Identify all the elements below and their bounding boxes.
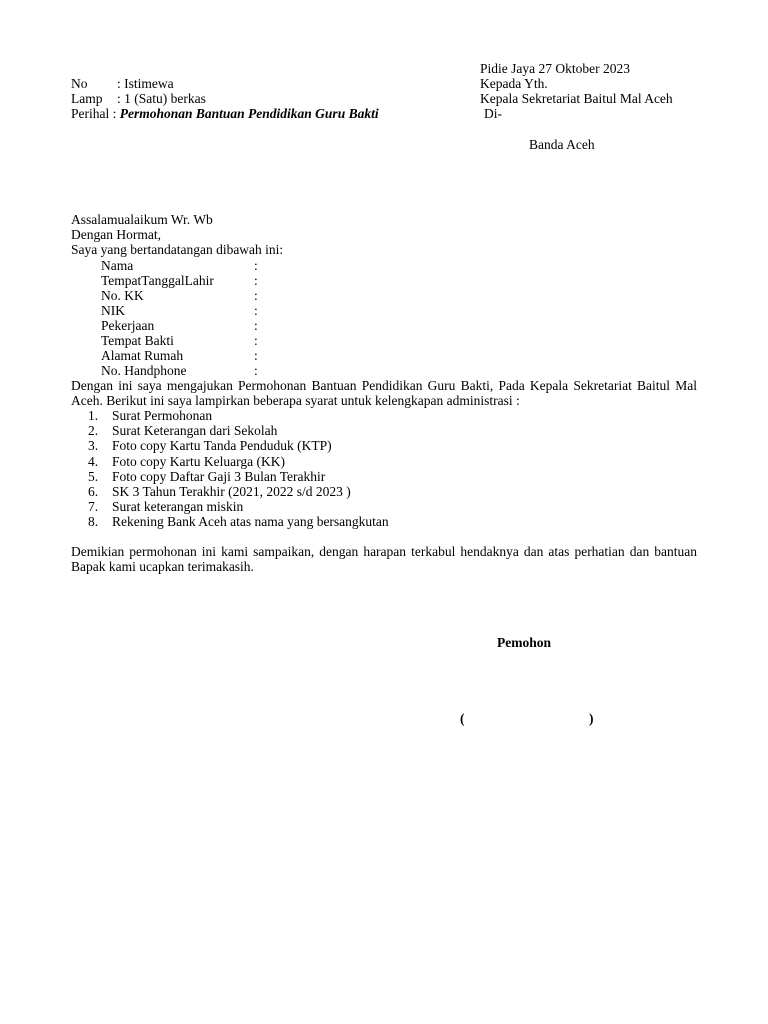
field-separator: :	[254, 318, 258, 333]
field-row	[101, 348, 258, 363]
header-lamp-label: Lamp	[71, 91, 103, 106]
field-label: NIK	[101, 303, 125, 318]
field-label: No. Handphone	[101, 363, 187, 378]
list-item-text: Surat Permohonan	[112, 408, 213, 423]
list-item-number: 7.	[88, 499, 99, 514]
field-separator: :	[254, 333, 258, 348]
list-item-number: 4.	[88, 454, 99, 469]
field-label: TempatTanggalLahir	[101, 273, 214, 288]
field-separator: :	[254, 258, 258, 273]
list-item-text: Surat Keterangan dari Sekolah	[112, 423, 278, 438]
list-item	[88, 423, 277, 438]
list-item	[88, 514, 389, 529]
header-lamp	[71, 91, 206, 106]
field-label: Alamat Rumah	[101, 348, 184, 363]
field-label: No. KK	[101, 288, 144, 303]
recipient-line-3: Di-	[484, 106, 502, 121]
list-item	[88, 484, 351, 499]
field-separator: :	[254, 303, 258, 318]
list-item-text: Rekening Bank Aceh atas nama yang bersangkutan	[112, 514, 389, 529]
field-label: Nama	[101, 258, 134, 273]
closing-paragraph: Demikian permohonan ini kami sampaikan, dengan harapan terkabul hendaknya dan atas perhatian dan bantuan Bapak kami ucapkan terimakasih.	[71, 544, 697, 575]
header-perihal	[71, 106, 379, 121]
list-item	[88, 454, 285, 469]
list-item	[88, 499, 243, 514]
field-label: Pekerjaan	[101, 318, 155, 333]
list-item-text: Surat keterangan miskin	[112, 499, 244, 514]
list-item-number: 2.	[88, 423, 99, 438]
list-item-number: 1.	[88, 408, 99, 423]
list-item-number: 5.	[88, 469, 99, 484]
list-item	[88, 408, 212, 423]
body-paragraph: Dengan ini saya mengajukan Permohonan Bantuan Pendidikan Guru Bakti, Pada Kepala Sekretariat Baitul Mal Aceh. Berikut ini saya lampirkan beberapa syarat untuk kelengkapan administrasi :	[71, 378, 697, 409]
header-no-value: : Istimewa	[117, 76, 174, 91]
recipient-city: Banda Aceh	[529, 137, 595, 152]
field-row	[101, 303, 258, 318]
list-item-text: SK 3 Tahun Terakhir (2021, 2022 s/d 2023 )	[112, 484, 351, 499]
header-perihal-value: Permohonan Bantuan Pendidikan Guru Bakti	[119, 106, 379, 121]
recipient-line-1: Kepada Yth.	[480, 76, 548, 91]
header-lamp-value: : 1 (Satu) berkas	[117, 91, 206, 106]
list-item-number: 6.	[88, 484, 99, 499]
field-separator: :	[254, 288, 258, 303]
header-no-label: No	[71, 76, 88, 91]
field-row	[101, 288, 258, 303]
header-perihal-label: Perihal :	[71, 106, 117, 121]
field-label: Tempat Bakti	[101, 333, 174, 348]
field-row	[101, 258, 258, 273]
letter-date: Pidie Jaya 27 Oktober 2023	[480, 61, 630, 76]
list-item-number: 3.	[88, 438, 99, 453]
header-no	[71, 76, 174, 91]
field-row	[101, 363, 258, 378]
list-item	[88, 438, 332, 453]
list-item	[88, 469, 325, 484]
field-separator: :	[254, 273, 258, 288]
list-item-number: 8.	[88, 514, 99, 529]
field-separator: :	[254, 348, 258, 363]
field-row	[101, 333, 258, 348]
greeting-hormat: Dengan Hormat,	[71, 227, 161, 242]
list-item-text: Foto copy Kartu Keluarga (KK)	[112, 454, 285, 469]
signature-open-paren: (	[460, 711, 465, 726]
field-row	[101, 273, 258, 288]
signature-close-paren: )	[589, 711, 594, 726]
list-item-text: Foto copy Kartu Tanda Penduduk (KTP)	[112, 438, 332, 453]
greeting-salam: Assalamualaikum Wr. Wb	[71, 212, 213, 227]
signature-title: Pemohon	[497, 635, 551, 650]
list-item-text: Foto copy Daftar Gaji 3 Bulan Terakhir	[112, 469, 326, 484]
field-separator: :	[254, 363, 258, 378]
field-row	[101, 318, 258, 333]
greeting-intro: Saya yang bertandatangan dibawah ini:	[71, 242, 284, 257]
recipient-line-2: Kepala Sekretariat Baitul Mal Aceh	[480, 91, 673, 106]
